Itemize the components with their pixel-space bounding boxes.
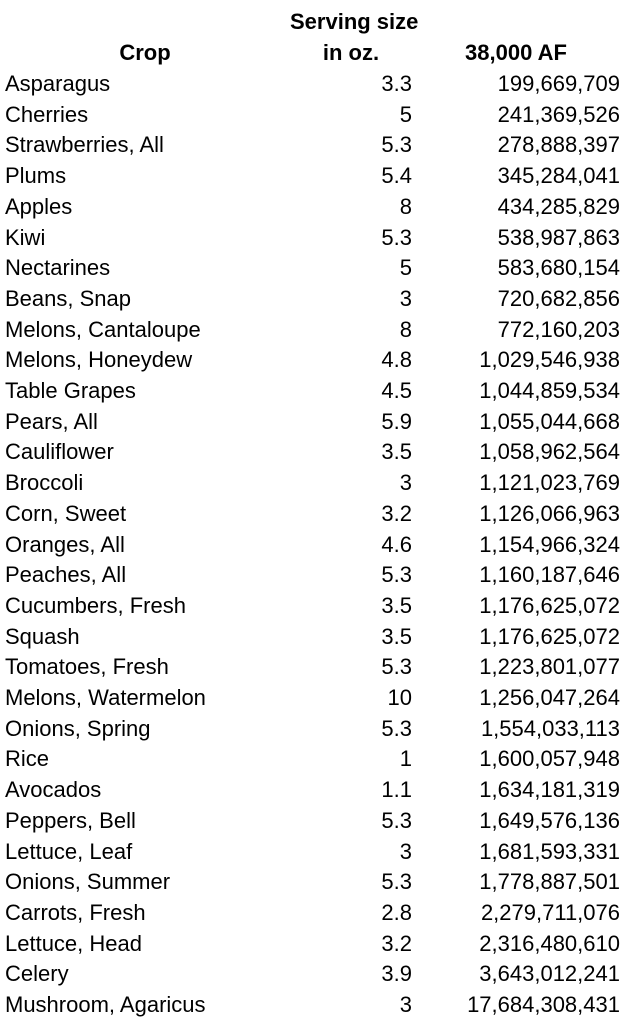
table-row (0, 775, 633, 806)
cell-crop: Broccoli (5, 470, 84, 496)
table-row (0, 437, 633, 468)
cell-crop: Oranges, All (5, 531, 125, 557)
cell-serving_oz: 5 (399, 255, 412, 281)
cell-af_38000: 1,681,593,331 (479, 838, 620, 864)
table-row (0, 867, 633, 898)
cell-af_38000: 1,058,962,564 (479, 439, 620, 465)
cell-af_38000: 2,279,711,076 (480, 899, 620, 925)
cell-serving_oz: 4.8 (381, 347, 412, 373)
cell-serving_oz: 5.9 (381, 408, 412, 434)
column-header-serving-size-line2: in oz. (322, 40, 380, 65)
table-row (0, 591, 633, 622)
table-row (0, 468, 633, 499)
cell-crop: Squash (5, 623, 80, 649)
cell-serving_oz: 5.4 (381, 163, 412, 189)
cell-serving_oz: 8 (399, 316, 412, 342)
table-row (0, 499, 633, 530)
cell-crop: Celery (5, 961, 69, 987)
table-row (0, 683, 633, 714)
cell-serving_oz: 8 (399, 193, 412, 219)
table-row (0, 100, 633, 131)
cell-serving_oz: 5.3 (381, 654, 412, 680)
cell-crop: Melons, Watermelon (5, 685, 206, 711)
cell-af_38000: 434,285,829 (497, 193, 620, 219)
cell-af_38000: 1,778,887,501 (479, 869, 620, 895)
cell-serving_oz: 3.2 (381, 930, 412, 956)
cell-af_38000: 17,684,308,431 (467, 992, 620, 1018)
cell-serving_oz: 3.5 (381, 592, 412, 618)
cell-af_38000: 538,987,863 (497, 224, 620, 250)
cell-af_38000: 1,223,801,077 (479, 654, 620, 680)
table-body (0, 69, 633, 1021)
cell-crop: Cauliflower (5, 439, 114, 465)
cell-crop: Lettuce, Leaf (5, 838, 133, 864)
cell-serving_oz: 5.3 (381, 869, 412, 895)
table-row (0, 407, 633, 438)
cell-crop: Melons, Honeydew (5, 347, 193, 373)
cell-crop: Beans, Snap (5, 285, 131, 311)
cell-crop: Nectarines (5, 255, 111, 281)
table-row (0, 284, 633, 315)
cell-crop: Corn, Sweet (5, 500, 127, 526)
cell-serving_oz: 5.3 (381, 132, 412, 158)
table-row (0, 959, 633, 990)
cell-af_38000: 278,888,397 (497, 132, 620, 158)
column-header-serving-size-line1: Serving size (290, 9, 419, 34)
cell-crop: Apples (5, 193, 73, 219)
table-row (0, 315, 633, 346)
table-row (0, 223, 633, 254)
cell-crop: Pears, All (5, 408, 98, 434)
cell-serving_oz: 5 (399, 101, 412, 127)
table-row (0, 744, 633, 775)
table-row (0, 530, 633, 561)
cell-serving_oz: 4.6 (381, 531, 412, 557)
cell-serving_oz: 5.3 (381, 562, 412, 588)
cell-crop: Onions, Spring (5, 715, 151, 741)
cell-crop: Lettuce, Head (5, 930, 142, 956)
cell-af_38000: 1,634,181,319 (479, 777, 620, 803)
table-row (0, 714, 633, 745)
table-row (0, 560, 633, 591)
table-row (0, 130, 633, 161)
table-row (0, 69, 633, 100)
cell-serving_oz: 5.3 (381, 715, 412, 741)
table-row (0, 345, 633, 376)
cell-serving_oz: 3 (399, 992, 412, 1018)
cell-af_38000: 1,044,859,534 (479, 378, 620, 404)
cell-af_38000: 345,284,041 (497, 163, 620, 189)
cell-serving_oz: 3.9 (381, 961, 412, 987)
cell-serving_oz: 3 (399, 838, 412, 864)
table-row (0, 161, 633, 192)
cell-serving_oz: 3.3 (381, 71, 412, 96)
cell-serving_oz: 3.5 (381, 623, 412, 649)
cell-serving_oz: 3 (399, 285, 412, 311)
cell-af_38000: 1,554,033,113 (480, 715, 620, 741)
cell-serving_oz: 3.5 (381, 439, 412, 465)
cell-crop: Kiwi (5, 224, 46, 250)
cell-af_38000: 1,176,625,072 (479, 592, 620, 618)
cell-serving_oz: 3 (399, 470, 412, 496)
column-header-38000-af-label: 38,000 AF (465, 40, 567, 65)
table-row (0, 652, 633, 683)
column-header-serving-size (290, 2, 419, 69)
cell-serving_oz: 10 (387, 685, 412, 711)
table-row (0, 376, 633, 407)
cell-af_38000: 1,126,066,963 (479, 500, 620, 526)
table-row (0, 990, 633, 1021)
cell-af_38000: 583,680,154 (497, 255, 620, 281)
cell-af_38000: 1,154,966,324 (479, 531, 620, 557)
table-row (0, 806, 633, 837)
cell-af_38000: 1,160,187,646 (479, 562, 620, 588)
cell-af_38000: 772,160,203 (497, 316, 620, 342)
table-row (0, 898, 633, 929)
cell-af_38000: 241,369,526 (497, 101, 620, 127)
column-header-crop-label: Crop (119, 40, 171, 65)
cell-crop: Asparagus (5, 71, 111, 96)
cell-af_38000: 720,682,856 (497, 285, 620, 311)
cell-crop: Table Grapes (5, 378, 136, 404)
cell-crop: Cherries (5, 101, 89, 127)
cell-af_38000: 1,256,047,264 (479, 685, 620, 711)
cell-crop: Peppers, Bell (5, 807, 136, 833)
cell-af_38000: 2,316,480,610 (479, 930, 620, 956)
table-row (0, 622, 633, 653)
table-row (0, 192, 633, 223)
cell-crop: Mushroom, Agaricus (5, 992, 206, 1018)
cell-af_38000: 1,649,576,136 (479, 807, 620, 833)
table-row (0, 929, 633, 960)
column-header-38000-af (412, 2, 633, 69)
cell-serving_oz: 5.3 (381, 224, 412, 250)
column-header-crop (0, 2, 290, 69)
cell-af_38000: 3,643,012,241 (479, 961, 620, 987)
cell-serving_oz: 1 (399, 746, 412, 772)
cell-crop: Tomatoes, Fresh (5, 654, 169, 680)
table-row (0, 253, 633, 284)
header-row (0, 2, 633, 69)
cell-serving_oz: 2.8 (381, 899, 412, 925)
cell-crop: Plums (5, 163, 67, 189)
cell-af_38000: 1,600,057,948 (479, 746, 620, 772)
cell-serving_oz: 3.2 (381, 500, 412, 526)
cell-af_38000: 1,029,546,938 (479, 347, 620, 373)
cell-crop: Rice (5, 746, 50, 772)
cell-crop: Avocados (5, 777, 102, 803)
cell-af_38000: 1,121,023,769 (479, 470, 620, 496)
table-row (0, 837, 633, 868)
crop-water-footprint-table (0, 2, 633, 1021)
cell-crop: Peaches, All (5, 562, 127, 588)
cell-serving_oz: 1.1 (381, 777, 412, 803)
cell-af_38000: 1,055,044,668 (479, 408, 620, 434)
table-header (0, 2, 633, 69)
cell-crop: Carrots, Fresh (5, 899, 146, 925)
cell-serving_oz: 4.5 (381, 378, 412, 404)
cell-crop: Onions, Summer (5, 869, 171, 895)
cell-af_38000: 1,176,625,072 (479, 623, 620, 649)
cell-crop: Cucumbers, Fresh (5, 592, 186, 618)
cell-serving_oz: 5.3 (381, 807, 412, 833)
cell-af_38000: 199,669,709 (497, 71, 620, 96)
cell-crop: Melons, Cantaloupe (5, 316, 201, 342)
cell-crop: Strawberries, All (5, 132, 164, 158)
